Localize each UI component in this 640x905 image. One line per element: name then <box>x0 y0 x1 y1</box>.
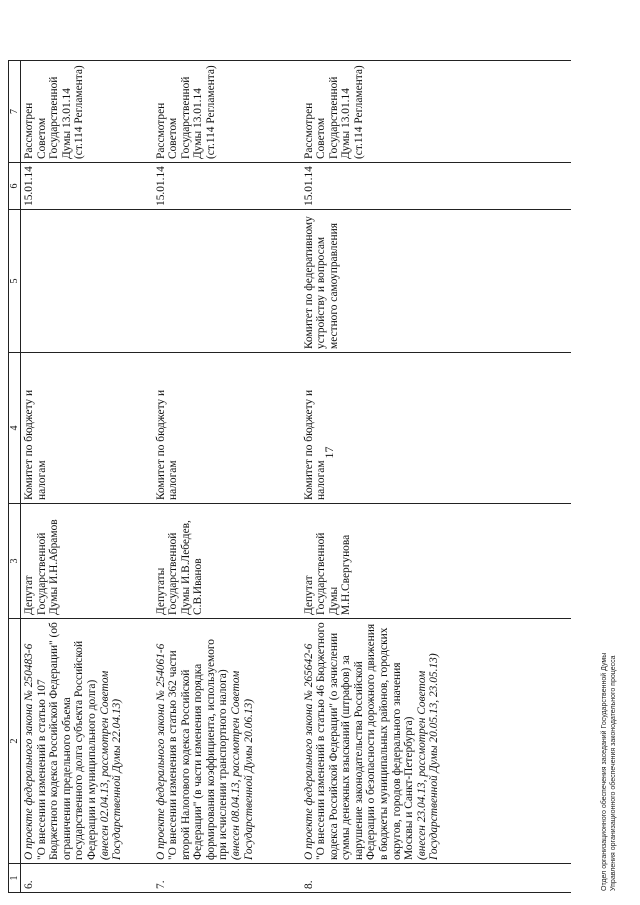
bill-body: "О внесении изменений в статью 46 Бюджетного кодекса Российской Федерации" (о зачислении суммы денежных взысканий (штрафов) за нарушение законодательства Российской Федерации о безопасности дорожного движения в бюджеты муниципальных районов, городских округов, городов федерального значения Москвы и Санкт-Петербурга) <box>315 622 416 860</box>
column-header: 5 <box>9 210 21 353</box>
row-number: 6. <box>21 864 153 893</box>
bill-description <box>301 619 571 864</box>
review-status: Рассмотрен Советом Государственной Думы 13.01.14 (ст.114 Регламента) <box>301 61 571 163</box>
co-committee: Комитет по федеративному устройству и вопросам местного самоуправления <box>301 210 571 353</box>
row-number: 8. <box>301 864 571 893</box>
review-status: Рассмотрен Советом Государственной Думы 13.01.14 (ст.114 Регламента) <box>153 61 301 163</box>
table-row <box>21 61 153 893</box>
review-status: Рассмотрен Советом Государственной Думы 13.01.14 (ст.114 Регламента) <box>21 61 153 163</box>
responsible-committee: Комитет по бюджету и налогам <box>21 353 153 504</box>
bill-title: О проекте федерального закона № 250483-6 <box>23 643 35 860</box>
co-committee <box>21 210 153 353</box>
bills-table <box>8 60 571 893</box>
row-number: 7. <box>153 864 301 893</box>
column-header: 2 <box>9 619 21 864</box>
column-header: 3 <box>9 504 21 619</box>
bill-note: (внесен 02.04.13, рассмотрен Советом Государственной Думы 22.04.13) <box>98 670 124 860</box>
co-committee <box>153 210 301 353</box>
bill-initiator: Депутат Государственной Думы И.Н.Абрамов <box>21 504 153 619</box>
page-number: 17 <box>322 446 336 459</box>
bill-note: (внесен 23.04.13, рассмотрен Советом Государственной Думы 20.05.13, 23.05.13) <box>415 653 441 860</box>
responsible-committee: Комитет по бюджету и налогам <box>301 353 571 504</box>
table-row <box>153 61 301 893</box>
bill-note: (внесен 08.04.13, рассмотрен Советом Государственной Думы 20.06.13) <box>230 670 255 860</box>
review-date: 15.01.14 <box>21 163 153 210</box>
column-header: 1 <box>9 864 21 893</box>
responsible-committee: Комитет по бюджету и налогам <box>153 353 301 504</box>
column-header: 7 <box>9 61 21 163</box>
table-row <box>301 61 571 893</box>
column-number-row <box>9 61 21 893</box>
footer-line: Отдел организационного обеспечения заседаний Государственной Думы <box>601 652 608 891</box>
bill-title: О проекте федерального закона № 265642-6 <box>302 643 315 860</box>
bill-description <box>153 619 301 864</box>
footer-line: Управления организационного обеспечения законодательного процесса <box>610 655 617 891</box>
review-date: 15.01.14 <box>153 163 301 210</box>
bill-title: О проекте федерального закона № 254061-6 <box>154 643 167 860</box>
column-header: 4 <box>9 353 21 504</box>
column-header: 6 <box>9 163 21 210</box>
bill-description <box>21 619 153 864</box>
bill-body: "О внесении изменения в статью 362 части второй Налогового кодекса Российской Федерации" (в части изменения порядка формирования коэффициента, используемого при исчислении транспортного налога) <box>167 639 230 860</box>
bill-body: "О внесении изменений в статью 107 Бюджетного кодекса Российской Федерации" (об ограничении предельного объема государственного долга субъекта Российской Федерации и муниципального долга) <box>35 622 98 860</box>
bill-initiator: Депутат Государственной Думы М.Н.Свергунова <box>301 504 571 619</box>
review-date: 15.01.14 <box>301 163 571 210</box>
bill-initiator: Депутаты Государственной Думы И.В.Лебедев, С.В.Иванов <box>153 504 301 619</box>
footer <box>600 191 618 891</box>
